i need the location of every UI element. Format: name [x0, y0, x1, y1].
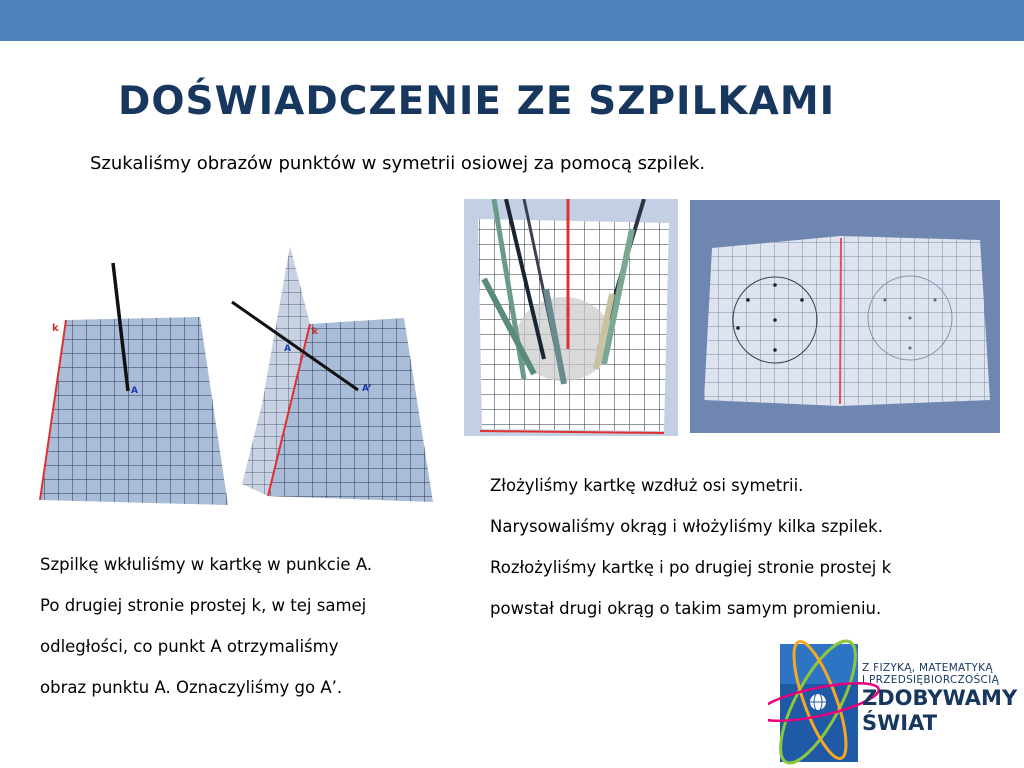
left-text-line: Szpilkę wkłuliśmy w kartkę w punkcie A.: [40, 555, 373, 574]
logo-line-2: I PRZEDSIĘBIORCZOŚCIĄ: [862, 674, 1000, 686]
photo-two-circles: [690, 200, 1000, 433]
top-accent-bar: [0, 0, 1024, 41]
photo-pins-circle: [464, 199, 678, 436]
left-text-line: odległości, co punkt A otrzymaliśmy: [40, 637, 339, 656]
axis-label-k: k: [312, 327, 318, 337]
axis-label-k: k: [52, 323, 59, 334]
photo-flat-sheet: [30, 255, 230, 515]
point-label-a: A: [131, 386, 138, 396]
right-text-line: Złożyliśmy kartkę wzdłuż osi symetrii.: [490, 476, 804, 495]
left-text-line: Po drugiej stronie prostej k, w tej samej: [40, 596, 367, 615]
right-text-line: powstał drugi okrąg o takim samym promieniu.: [490, 599, 882, 618]
left-description: [40, 544, 372, 708]
right-description: [490, 465, 891, 629]
right-text-line: Rozłożyliśmy kartkę i po drugiej stronie prostej k: [490, 558, 892, 577]
slide-subtitle: Szukaliśmy obrazów punktów w symetrii osiowej za pomocą szpilek.: [90, 153, 706, 174]
logo-line-3: ZDOBYWAMY: [862, 686, 1018, 710]
point-label-a: A: [284, 344, 291, 354]
logo-line-4: ŚWIAT: [862, 711, 938, 735]
slide-title: DOŚWIADCZENIE ZE SZPILKAMI: [118, 79, 836, 124]
point-label-a-prime: A’: [362, 384, 372, 394]
logo-line-1: Z FIZYKĄ, MATEMATYKĄ: [862, 662, 993, 674]
right-text-line: Narysowaliśmy okrąg i włożyliśmy kilka szpilek.: [490, 517, 883, 536]
left-text-line: obraz punktu A. Oznaczyliśmy go A’.: [40, 678, 343, 697]
photo-folded-sheet: [228, 244, 438, 509]
project-logo: [768, 622, 1024, 768]
